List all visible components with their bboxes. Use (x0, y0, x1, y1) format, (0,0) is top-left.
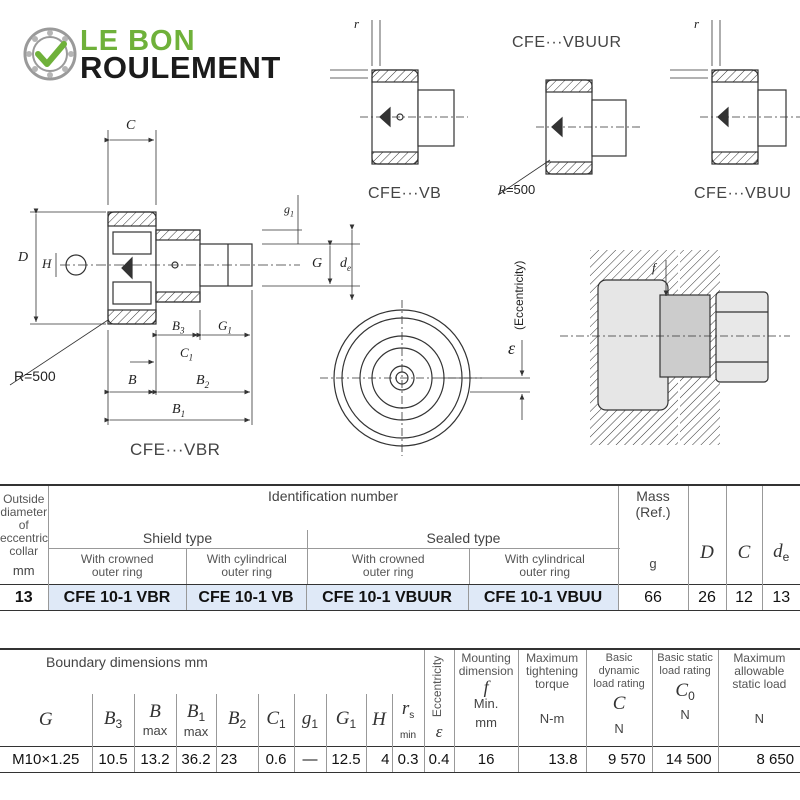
identification-header: Identification number Shield type With crowned outer ring With cylindrical outer ring Sealed type With crowned outer ring With cylindrical outer ring (48, 486, 618, 585)
max-static-header: Maximum allowable static load N (718, 650, 800, 746)
cell-g1: — (294, 746, 326, 772)
header-H: H (366, 694, 392, 746)
header-G: G (38, 708, 53, 730)
dim-C1: $C_1$ (180, 345, 194, 363)
front-view (320, 300, 530, 456)
header-G1: $G_1$ (326, 694, 366, 746)
dim-f: f (652, 260, 656, 275)
header-B3: $B_3$ (92, 694, 134, 746)
mass-header: Mass (Ref.) g (618, 486, 688, 585)
r500-label-top: R=500 (498, 182, 536, 197)
header-C: C (726, 486, 762, 585)
dim-r-left: r (354, 16, 360, 31)
cell-B3: 10.5 (92, 746, 134, 772)
dim-G1: $G_1$ (218, 318, 232, 336)
brand-line1: LE BON (80, 25, 196, 57)
cell-C1: 0.6 (258, 746, 294, 772)
cell-static: 14 500 (652, 746, 718, 772)
dim-B3: $B_3$ (172, 318, 185, 336)
cell-eps: 0.4 (424, 746, 454, 772)
label-cfe-vbuu: CFE···VBUU (694, 185, 792, 202)
cell-de: 13 (762, 585, 800, 611)
label-cfe-vbuur: CFE···VBUUR (512, 34, 622, 51)
vbuur-view (498, 80, 640, 195)
header-de: $d_e$ (762, 486, 800, 585)
dim-C: C (126, 118, 136, 133)
mounting-header: Mounting dimension f Min. mm (454, 650, 518, 746)
header-C1: $C_1$ (258, 694, 294, 746)
r500-label: R=500 (14, 368, 56, 384)
header-B1: $B_1$ max (176, 694, 216, 746)
cell-max-static: 8 650 (718, 746, 800, 772)
cell-diameter: 13 (0, 585, 48, 611)
identification-table (0, 486, 800, 611)
dim-D: D (18, 250, 29, 265)
cell-mass: 66 (618, 585, 688, 611)
dim-epsilon: ε (508, 338, 516, 358)
dynamic-header: Basic dynamic load rating C N (586, 650, 652, 746)
eccentricity-label: (Eccentricity) (512, 260, 526, 330)
dim-B1: $B_1$ (172, 402, 186, 419)
dim-B2: $B_2$ (196, 373, 210, 390)
header-B2: $B_2$ (216, 694, 258, 746)
cell-C: 12 (726, 585, 762, 611)
boundary-header: Boundary dimensions mm (46, 654, 208, 670)
vbuu-view (670, 20, 800, 164)
label-cfe-vbr: CFE···VBR (130, 440, 221, 459)
cell-vbuur: CFE 10-1 VBUUR (306, 585, 468, 611)
header-g1: $g_1$ (294, 694, 326, 746)
dimensions-table (0, 650, 800, 773)
tightening-header: Maximum tightening torque N-m (518, 650, 586, 746)
table-row (0, 585, 800, 611)
cell-f: 16 (454, 746, 518, 772)
eccentricity-header: Eccentricity ε (424, 650, 454, 746)
cell-dynamic: 9 570 (586, 746, 652, 772)
cell-rs: 0.3 (392, 746, 424, 772)
dim-B: B (128, 373, 137, 388)
label-cfe-vb: CFE···VB (368, 185, 442, 202)
cell-H: 4 (366, 746, 392, 772)
cell-B: 13.2 (134, 746, 176, 772)
cell-G1: 12.5 (326, 746, 366, 772)
mounting-view (560, 250, 790, 445)
dim-H: H (42, 256, 52, 271)
header-D: D (688, 486, 726, 585)
dim-de: $d_e$ (340, 256, 351, 273)
dim-G: G (312, 256, 323, 271)
cell-vbr: CFE 10-1 VBR (48, 585, 186, 611)
cell-D: 26 (688, 585, 726, 611)
outside-diameter-header: Outside diameter of eccentric collar mm (0, 491, 49, 578)
dim-r-right: r (694, 16, 700, 31)
cell-B1: 36.2 (176, 746, 216, 772)
cell-G: M10×1.25 (0, 746, 92, 772)
dim-g1: $g_1$ (284, 202, 294, 219)
cell-vb: CFE 10-1 VB (186, 585, 306, 611)
cell-vbuu: CFE 10-1 VBUU (468, 585, 618, 611)
header-rs: $r_{s min}$ (392, 694, 424, 746)
vb-view (330, 20, 468, 164)
brand-line2: ROULEMENT (80, 50, 281, 85)
table-row (0, 746, 800, 772)
static-header: Basic static load rating $C_0$ N (652, 650, 718, 746)
cell-B2: 23 (216, 746, 258, 772)
header-B: B max (134, 694, 176, 746)
cell-torque: 13.8 (518, 746, 586, 772)
main-side-view (10, 130, 360, 425)
